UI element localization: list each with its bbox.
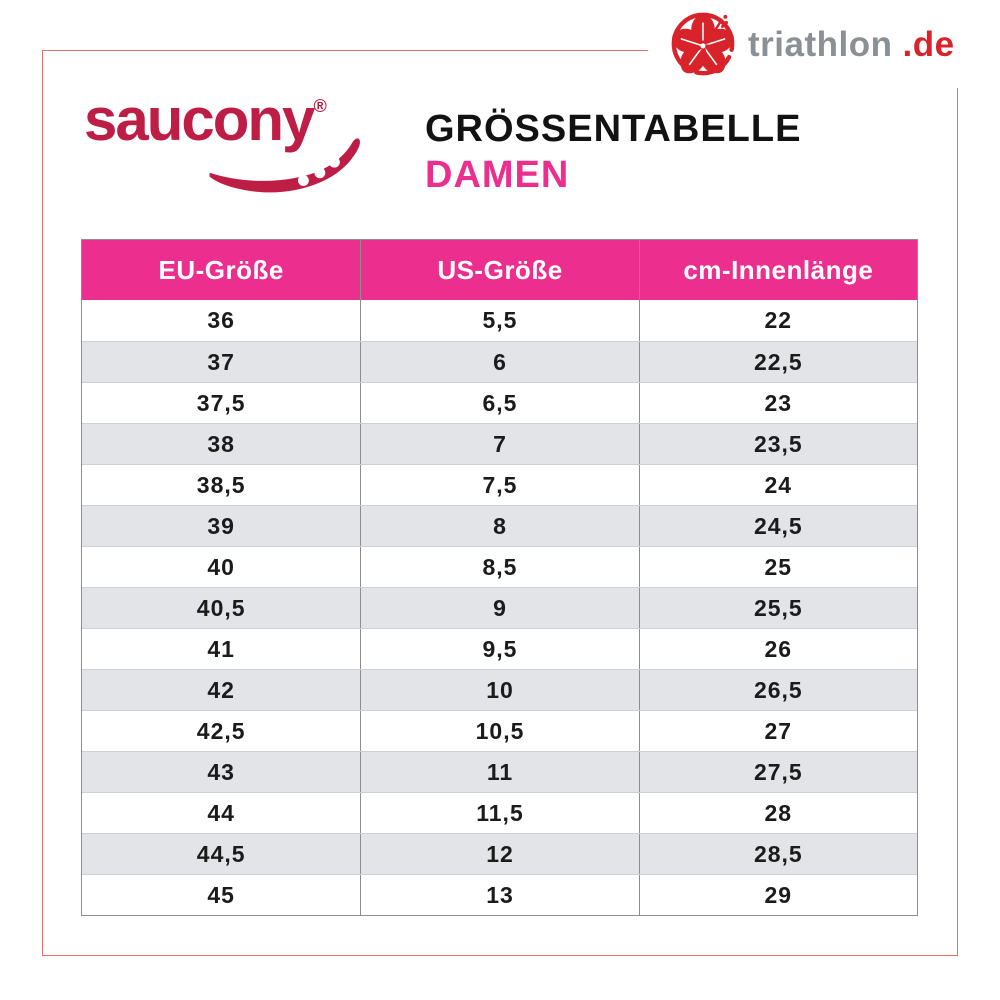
table-cell: 6,5 — [360, 383, 638, 423]
size-table-body — [82, 300, 917, 915]
table-cell: 23,5 — [639, 424, 917, 464]
table-row — [82, 792, 917, 833]
site-name: triathlon — [748, 24, 893, 64]
table-row — [82, 874, 917, 915]
table-cell: 27 — [639, 711, 917, 751]
table-cell: 9 — [360, 588, 638, 628]
table-cell: 40 — [207, 553, 235, 580]
table-row — [82, 423, 917, 464]
page-subtitle: DAMEN — [425, 154, 570, 196]
column-header-cm: cm-Innenlänge — [639, 240, 917, 300]
table-row — [82, 546, 917, 587]
table-cell: 44 — [207, 799, 235, 826]
table-cell: 24 — [639, 465, 917, 505]
table-row — [82, 669, 917, 710]
column-header-eu: EU-Größe — [158, 254, 284, 285]
table-cell: 38,5 — [196, 471, 246, 498]
table-cell: 26 — [639, 629, 917, 669]
table-cell: 5,5 — [360, 300, 638, 341]
site-tld: .de — [902, 24, 955, 64]
table-cell: 38 — [207, 430, 235, 457]
table-cell: 37 — [207, 348, 235, 375]
table-row — [82, 382, 917, 423]
table-row — [82, 464, 917, 505]
table-cell: 43 — [207, 758, 235, 785]
table-cell: 12 — [360, 834, 638, 874]
table-row — [82, 833, 917, 874]
page-title-block — [425, 106, 801, 198]
table-row — [82, 751, 917, 792]
saucony-swoosh-icon — [202, 136, 370, 196]
table-cell: 42,5 — [196, 717, 246, 744]
table-header-row — [82, 240, 917, 300]
table-cell: 10,5 — [360, 711, 638, 751]
table-cell: 13 — [360, 875, 638, 915]
table-cell: 36 — [207, 307, 235, 333]
table-cell: 41 — [207, 635, 235, 662]
table-cell: 28 — [639, 793, 917, 833]
table-cell: 9,5 — [360, 629, 638, 669]
brand-logo — [84, 86, 384, 195]
table-cell: 6 — [360, 342, 638, 382]
table-cell: 7,5 — [360, 465, 638, 505]
table-cell: 7 — [360, 424, 638, 464]
table-cell: 40,5 — [196, 594, 246, 621]
registered-mark: ® — [313, 96, 327, 116]
table-cell: 24,5 — [639, 506, 917, 546]
table-cell: 45 — [207, 881, 235, 908]
table-row — [82, 710, 917, 751]
table-cell: 42 — [207, 676, 235, 703]
table-row — [82, 587, 917, 628]
hibiscus-flower-icon — [668, 9, 738, 79]
table-cell: 23 — [639, 383, 917, 423]
table-row — [82, 628, 917, 669]
table-row — [82, 341, 917, 382]
table-cell: 29 — [639, 875, 917, 915]
column-header-us: US-Größe — [360, 240, 638, 300]
table-cell: 37,5 — [196, 389, 246, 416]
table-cell: 28,5 — [639, 834, 917, 874]
site-logo — [648, 0, 1000, 88]
table-cell: 11,5 — [360, 793, 638, 833]
table-cell: 22,5 — [639, 342, 917, 382]
table-cell: 44,5 — [196, 840, 246, 867]
table-cell: 8,5 — [360, 547, 638, 587]
table-row — [82, 505, 917, 546]
size-table — [81, 239, 918, 916]
table-cell: 26,5 — [639, 670, 917, 710]
table-cell: 22 — [639, 300, 917, 341]
page-title: GRÖSSENTABELLE — [425, 108, 802, 150]
table-cell: 10 — [360, 670, 638, 710]
table-cell: 11 — [360, 752, 638, 792]
table-row — [82, 300, 917, 341]
table-cell: 27,5 — [639, 752, 917, 792]
table-cell: 25,5 — [639, 588, 917, 628]
brand-wordmark: saucony® — [84, 86, 327, 153]
table-cell: 8 — [360, 506, 638, 546]
table-cell: 25 — [639, 547, 917, 587]
table-cell: 39 — [207, 512, 235, 539]
